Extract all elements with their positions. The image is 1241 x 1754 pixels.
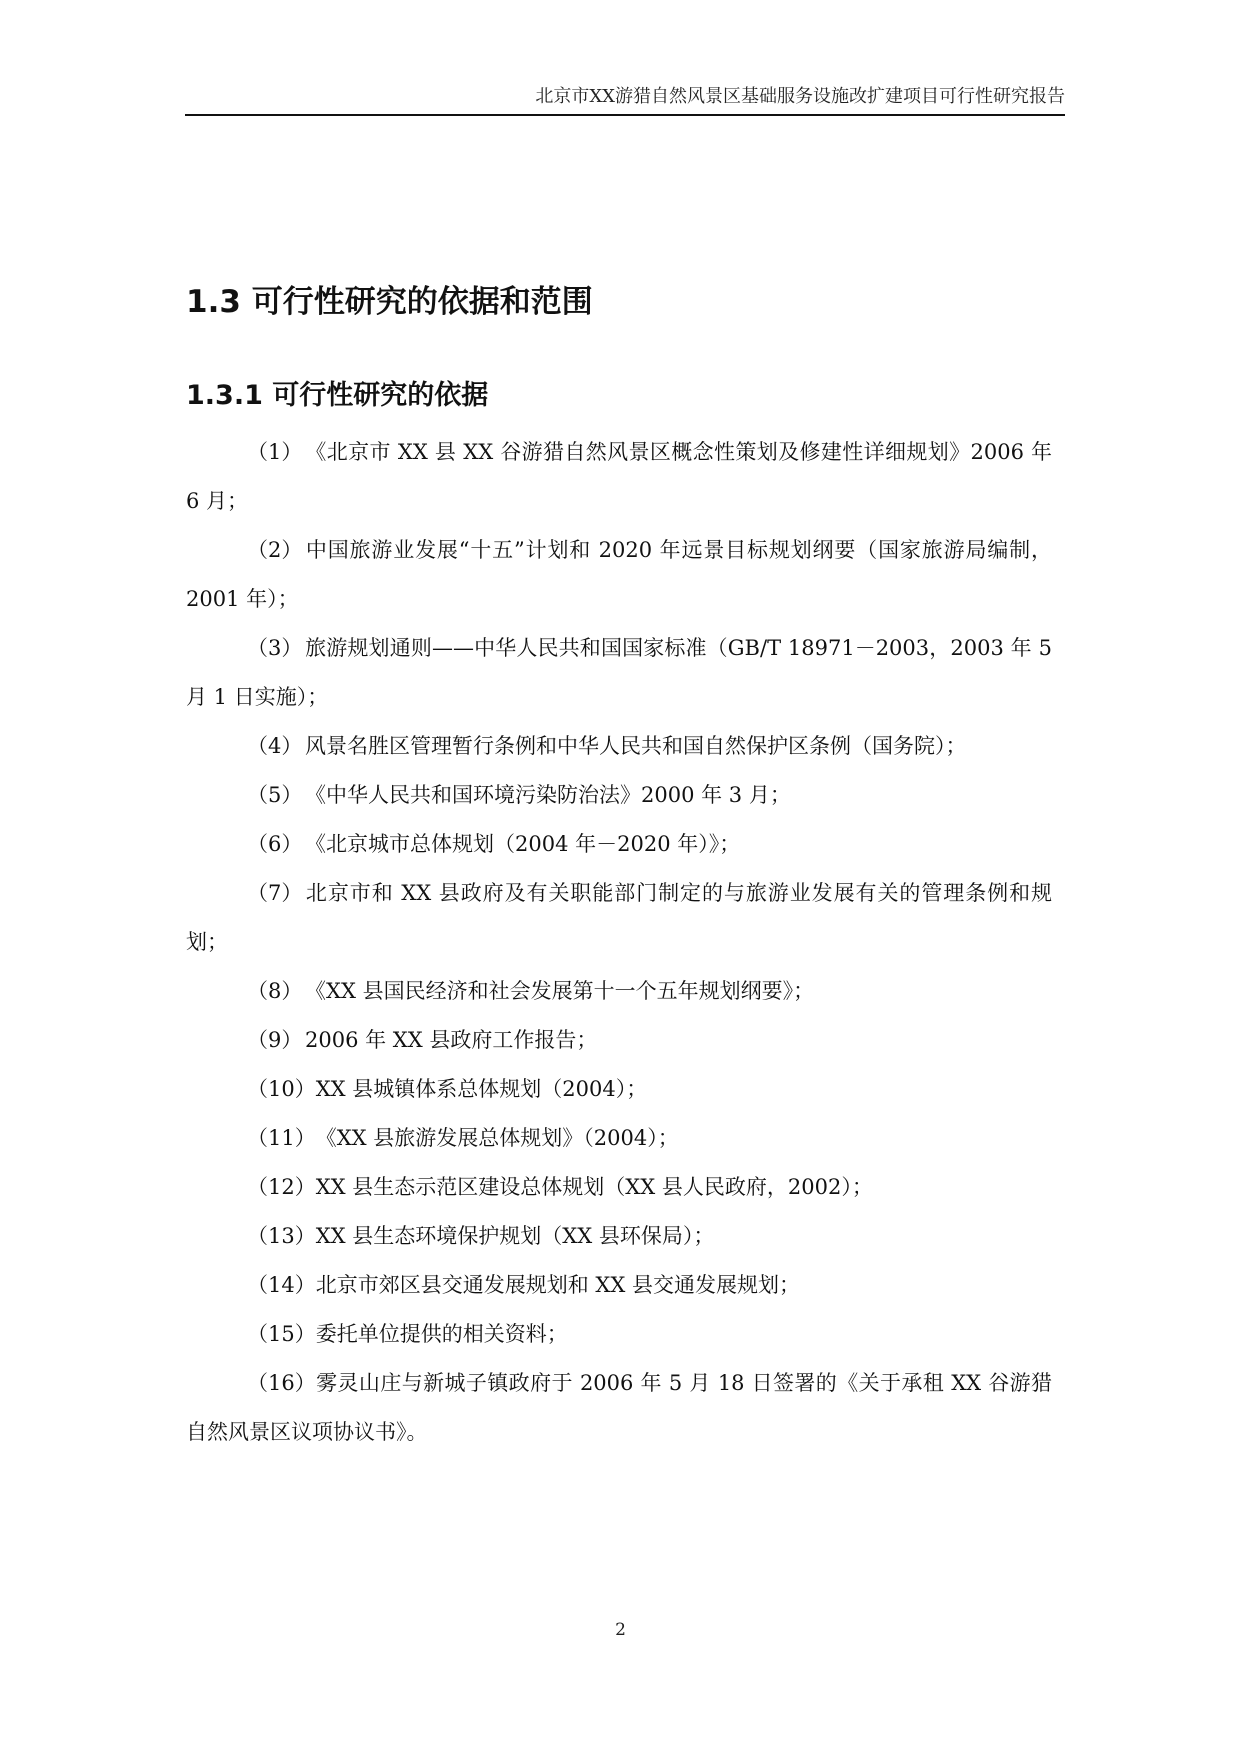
reference-text: 风景名胜区管理暂行条例和中华人民共和国自然保护区条例（国务院）； [305, 734, 967, 758]
reference-number: （11） [247, 1126, 316, 1150]
reference-text: 《XX 县旅游发展总体规划》（2004）； [315, 1126, 679, 1150]
reference-text: 委托单位提供的相关资料； [315, 1322, 568, 1346]
reference-number: （1） [247, 440, 303, 464]
reference-item [186, 624, 1052, 722]
reference-number: （7） [247, 881, 303, 905]
reference-text: XX 县城镇体系总体规划（2004）； [315, 1077, 648, 1101]
reference-text: 《XX 县国民经济和社会发展第十一个五年规划纲要》； [305, 979, 815, 1003]
reference-item [186, 428, 1052, 526]
reference-number: （10） [247, 1077, 316, 1101]
reference-list [186, 428, 1052, 1457]
reference-item [186, 967, 1052, 1016]
reference-item [186, 869, 1052, 967]
section-heading: 1.3 可行性研究的依据和范围 [186, 284, 593, 320]
header-rule [185, 114, 1065, 116]
reference-number: （2） [247, 538, 303, 562]
reference-item [186, 771, 1052, 820]
reference-number: （14） [247, 1273, 316, 1297]
reference-text: 《北京城市总体规划（2004 年－2020 年）》； [305, 832, 741, 856]
reference-item [186, 1310, 1052, 1359]
page-number: 2 [615, 1620, 626, 1640]
reference-text: 《中华人民共和国环境污染防治法》2000 年 3 月； [305, 783, 791, 807]
reference-text: 雾灵山庄与新城子镇政府于 2006 年 5 月 18 日签署的《关于承租 XX 谷游猎自然风景区议项协议书》。 [186, 1371, 1052, 1444]
reference-item [186, 1114, 1052, 1163]
reference-number: （16） [247, 1371, 316, 1395]
running-header: 北京市XX游猎自然风景区基础服务设施改扩建项目可行性研究报告 [535, 86, 1065, 107]
reference-number: （6） [247, 832, 303, 856]
reference-text: XX 县生态环境保护规划（XX 县环保局）； [315, 1224, 715, 1248]
reference-item [186, 1359, 1052, 1457]
reference-text: XX 县生态示范区建设总体规划（XX 县人民政府，2002）； [315, 1175, 873, 1199]
reference-item [186, 1016, 1052, 1065]
reference-item [186, 526, 1052, 624]
reference-item [186, 1212, 1052, 1261]
reference-text: 旅游规划通则——中华人民共和国国家标准（GB/T 18971－2003，2003 年 5 月 1 日实施）； [186, 636, 1052, 709]
reference-item [186, 1261, 1052, 1310]
reference-text: 中国旅游业发展“十五”计划和 2020 年远景目标规划纲要（国家旅游局编制，2001 年）； [186, 538, 1052, 611]
reference-text: 北京市和 XX 县政府及有关职能部门制定的与旅游业发展有关的管理条例和规划； [186, 881, 1052, 954]
reference-number: （13） [247, 1224, 316, 1248]
subsection-heading: 1.3.1 可行性研究的依据 [186, 380, 489, 411]
reference-item [186, 722, 1052, 771]
reference-number: （5） [247, 783, 303, 807]
reference-text: 《北京市 XX 县 XX 谷游猎自然风景区概念性策划及修建性详细规划》2006 年 6 月； [186, 440, 1052, 513]
reference-item [186, 1163, 1052, 1212]
reference-number: （9） [247, 1028, 303, 1052]
reference-item [186, 1065, 1052, 1114]
reference-number: （3） [247, 636, 303, 660]
reference-text: 2006 年 XX 县政府工作报告； [305, 1028, 598, 1052]
reference-item [186, 820, 1052, 869]
reference-text: 北京市郊区县交通发展规划和 XX 县交通发展规划； [315, 1273, 800, 1297]
reference-number: （8） [247, 979, 303, 1003]
reference-number: （4） [247, 734, 303, 758]
reference-number: （15） [247, 1322, 316, 1346]
reference-number: （12） [247, 1175, 316, 1199]
